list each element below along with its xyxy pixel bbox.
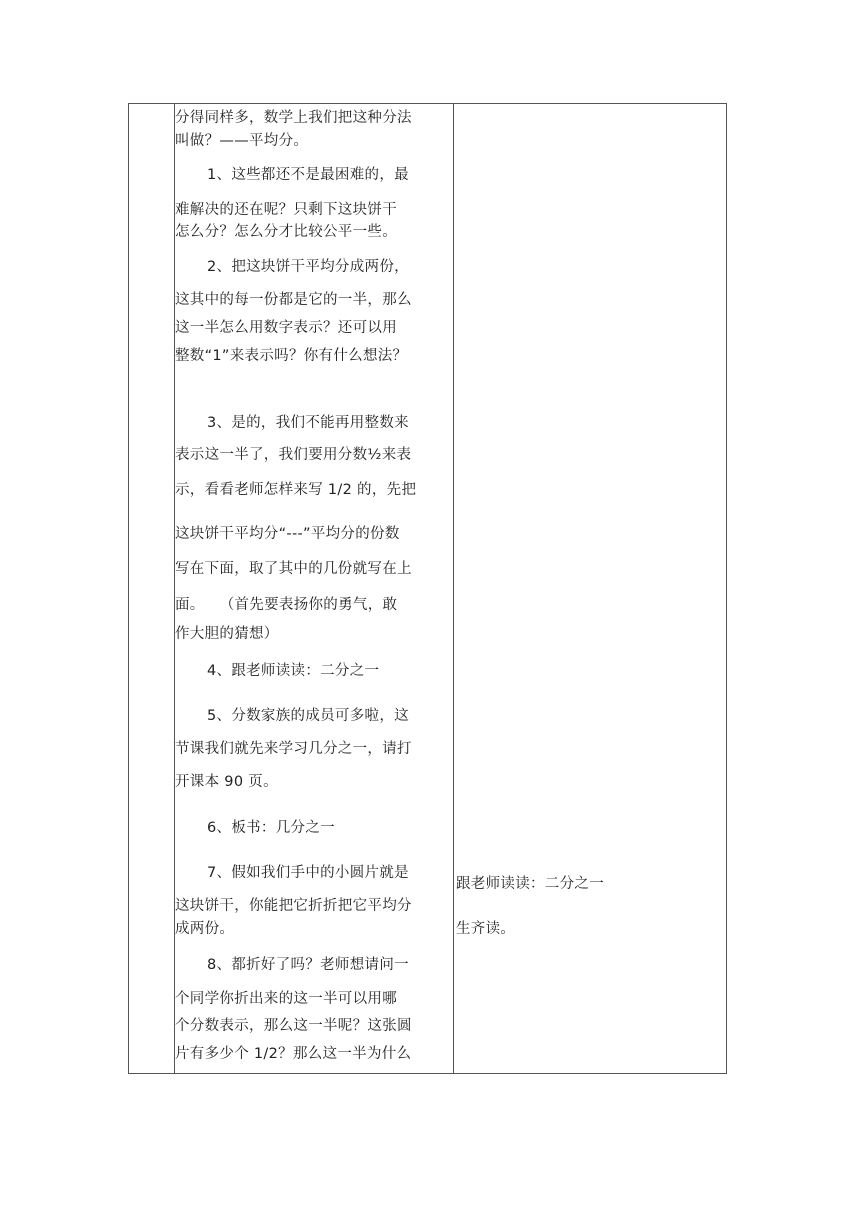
text-line: 这其中的每一份都是它的一半，那么 [175,292,412,308]
text-line: 作大胆的猜想） [175,626,279,642]
text-line: 这块饼干平均分“---”平均分的份数 [175,526,400,542]
text-line: 个分数表示，那么这一半呢？这张圆 [175,1018,412,1034]
text-line: 6、板书：几分之一 [207,820,335,836]
text-line: 这块饼干，你能把它折折把它平均分 [175,898,412,914]
text-line: 4、跟老师读读：二分之一 [207,663,380,679]
text-line: 怎么分？怎么分才比较公平一些。 [175,224,397,240]
text-line: 面。 （首先要表扬你的勇气，敢 [175,597,398,613]
text-line: 开课本 90 页。 [175,774,278,790]
text-line: 这一半怎么用数字表示？还可以用 [175,320,397,336]
text-line: 跟老师读读：二分之一 [456,876,604,892]
text-line: 成两份。 [175,921,235,937]
text-line: 1、这些都还不是最困难的，最 [207,167,409,183]
text-line: 分得同样多，数学上我们把这种分法 [175,110,412,126]
text-line: 示，看看老师怎样来写 1/2 的，先把 [175,482,417,498]
text-line: 写在下面，取了其中的几份就写在上 [175,561,412,577]
text-line: 3、是的，我们不能再用整数来 [207,415,409,431]
text-line: 5、分数家族的成员可多啦，这 [207,708,409,724]
text-line: 叫做？——平均分。 [175,133,309,149]
text-line: 片有多少个 1/2？那么这一半为什么 [175,1046,412,1062]
text-line: 2、把这块饼干平均分成两份， [207,259,409,275]
text-line: 整数“1”来表示吗？你有什么想法？ [175,348,408,364]
text-line: 8、都折好了吗？老师想请问一 [207,957,409,973]
text-line: 难解决的还在呢？只剩下这块饼干 [175,202,397,218]
text-line: 节课我们就先来学习几分之一，请打 [175,741,412,757]
lesson-table [128,103,727,1074]
text-line: 生齐读。 [456,921,516,937]
text-line: 表示这一半了，我们要用分数½来表 [175,447,412,463]
text-line: 个同学你折出来的这一半可以用哪 [175,991,397,1007]
text-line: 7、假如我们手中的小圆片就是 [207,865,409,881]
column-divider [453,104,454,1073]
